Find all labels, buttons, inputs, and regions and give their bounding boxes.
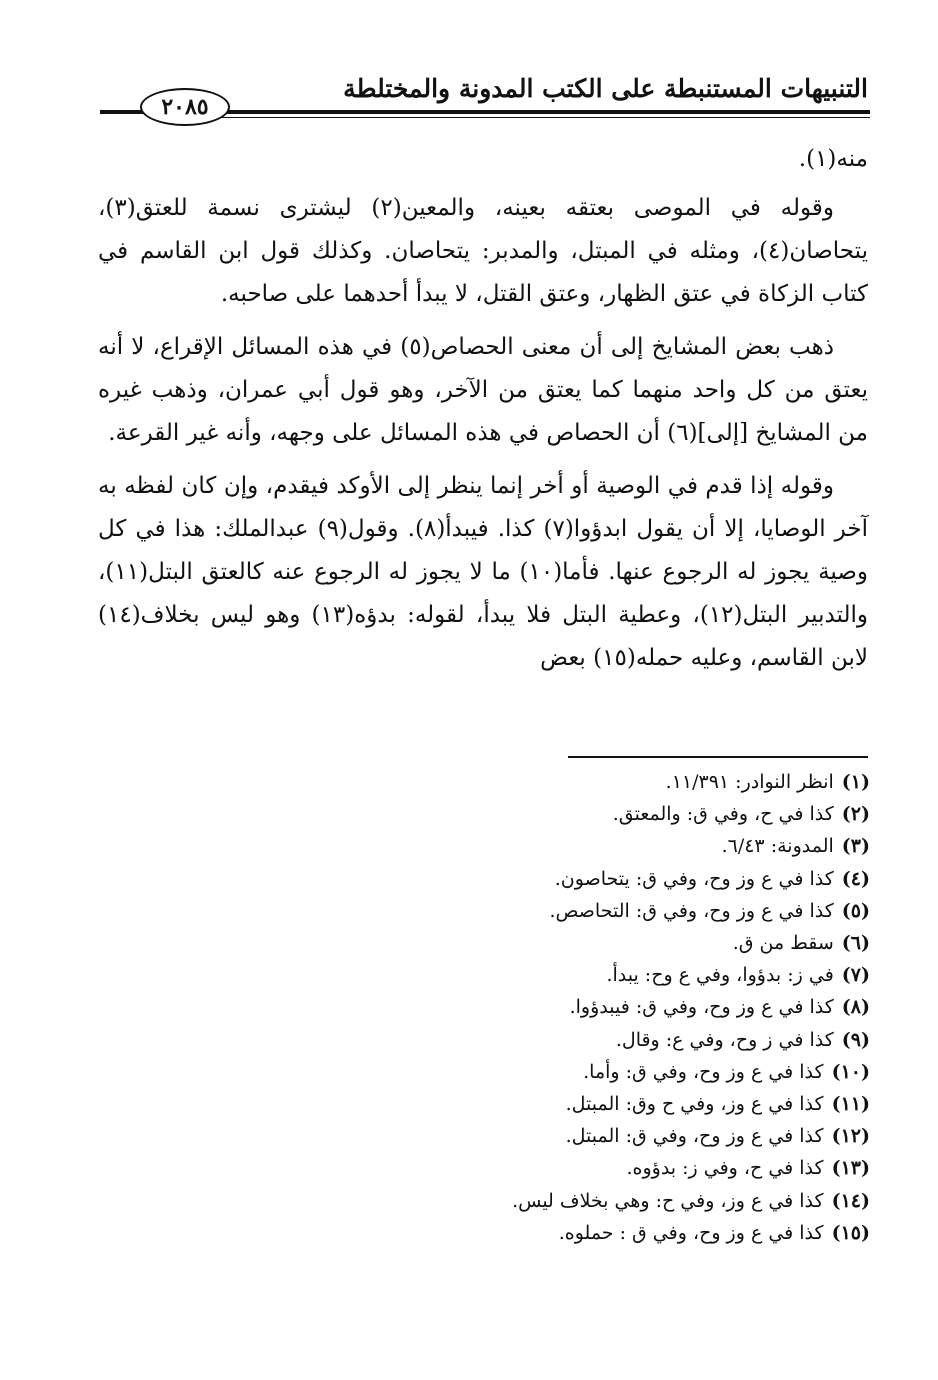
footnote-item xyxy=(98,927,870,959)
footnote-text: كذا في ع وز وح، وفي ق: فيبدؤوا. xyxy=(569,996,834,1019)
footnote-text: المدونة: ٦/٤٣. xyxy=(721,835,834,858)
footnote-item xyxy=(98,959,870,991)
page-number-badge: ٢٠٨٥ xyxy=(140,88,230,126)
footnotes-list xyxy=(98,766,870,1249)
footnote-text: كذا في ع وز وح، وفي ق: يتحاصون. xyxy=(554,867,834,890)
footnote-text: في ز: بدؤوا، وفي ع وح: يبدأ. xyxy=(606,964,834,987)
footnote-item xyxy=(98,863,870,895)
footnote-text: كذا في ع وز وح، وفي ق: وأما. xyxy=(583,1060,824,1083)
footnote-text: كذا في ع وز وح، وفي ق : حملوه. xyxy=(558,1221,824,1244)
footnote-item xyxy=(98,1056,870,1088)
footnote-number: (١٣) xyxy=(831,1157,870,1180)
footnote-item xyxy=(98,1120,870,1152)
footnote-text: كذا في ع وز وح، وفي ق: المبتل. xyxy=(565,1125,824,1148)
footnote-separator xyxy=(568,756,868,758)
footnote-number: (٣) xyxy=(841,835,870,858)
footnote-text: كذا في ع وز وح، وفي ق: التحاصص. xyxy=(549,899,834,922)
paragraph: ذهب بعض المشايخ إلى أن معنى الحصاص(٥) في هذه المسائل الإقراع، لا أنه يعتق من كل واحد منهما كما يعتق من الآخر، وهو قول أبي عمران، وذهب غيره من المشايخ [إلى](٦) أن الحصاص في هذه المسائل على وجهه، وأنه غير القرعة. xyxy=(98,334,868,446)
footnote-text: انظر النوادر: ١١/٣٩١. xyxy=(665,771,834,793)
footnote-item xyxy=(98,1088,870,1120)
footnote-number: (٩) xyxy=(841,1028,870,1051)
footnote-text: كذا في ح، وفي ز: بدؤوه. xyxy=(626,1157,824,1180)
footnote-number: (٢) xyxy=(841,803,870,826)
footnote-item xyxy=(98,1217,870,1249)
paragraph: وقوله إذا قدم في الوصية أو أخر إنما ينظر إلى الأوكد فيقدم، وإن كان لفظه به آخر الوصايا، إلا أن يقول ابدؤوا(٧) كذا. فيبدأ(٨). وقول(٩) عبدالملك: هذا في كل وصية يجوز له الرجوع عنها. فأما(١٠) ما لا يجوز له الرجوع عنه كالعتق البتل(١١)، والتدبير البتل(١٢)، وعطية البتل فلا يبدأ، لقوله: بدؤه(١٣) وهو ليس بخلاف(١٤) لابن القاسم، وعليه حمله(١٥) بعض xyxy=(98,473,868,671)
footnote-item xyxy=(98,830,870,862)
footnote-item xyxy=(98,798,870,830)
footnote-number: (٧) xyxy=(841,964,870,987)
footnote-item xyxy=(98,1024,870,1056)
footnote-text: كذا في ز وح، وفي ع: وقال. xyxy=(615,1028,834,1051)
footnote-text: سقط من ق. xyxy=(732,932,834,955)
footnote-item xyxy=(98,991,870,1023)
running-header-title: التنبيهات المستنبطة على الكتب المدونة والمختلطة xyxy=(343,74,868,103)
footnote-number: (١٢) xyxy=(831,1125,870,1148)
footnote-number: (١٥) xyxy=(831,1221,870,1244)
footnote-number: (٤) xyxy=(841,867,870,890)
footnote-number: (١) xyxy=(841,771,870,793)
footnote-number: (٨) xyxy=(841,996,870,1019)
footnote-text: كذا في ع وز، وفي ح وق: المبتل. xyxy=(565,1093,824,1116)
footnote-number: (٦) xyxy=(841,932,870,955)
footnote-item xyxy=(98,766,870,798)
paragraph: وقوله في الموصى بعتقه بعينه، والمعين(٢) ليشترى نسمة للعتق(٣)، يتحاصان(٤)، ومثله في المبتل، والمدبر: يتحاصان. وكذلك قول ابن القاسم في كتاب الزكاة في عتق الظهار، وعتق القتل، لا يبدأ أحدهما على صاحبه. xyxy=(98,195,868,307)
footnote-number: (٥) xyxy=(841,899,870,922)
footnote-item xyxy=(98,895,870,927)
footnote-text: كذا في ح، وفي ق: والمعتق. xyxy=(612,803,834,826)
footnote-text: كذا في ع وز، وفي ح: وهي بخلاف ليس. xyxy=(512,1189,824,1212)
footnote-number: (١١) xyxy=(831,1093,870,1116)
paragraph: منه(١). xyxy=(798,146,868,172)
main-text xyxy=(98,138,868,690)
footnote-number: (١٠) xyxy=(831,1060,870,1083)
footnote-item xyxy=(98,1185,870,1217)
footnote-number: (١٤) xyxy=(831,1189,870,1212)
header-rule-left xyxy=(100,110,146,114)
header-rule xyxy=(200,110,870,114)
footnote-item xyxy=(98,1152,870,1184)
header-rule-thin xyxy=(200,117,870,118)
